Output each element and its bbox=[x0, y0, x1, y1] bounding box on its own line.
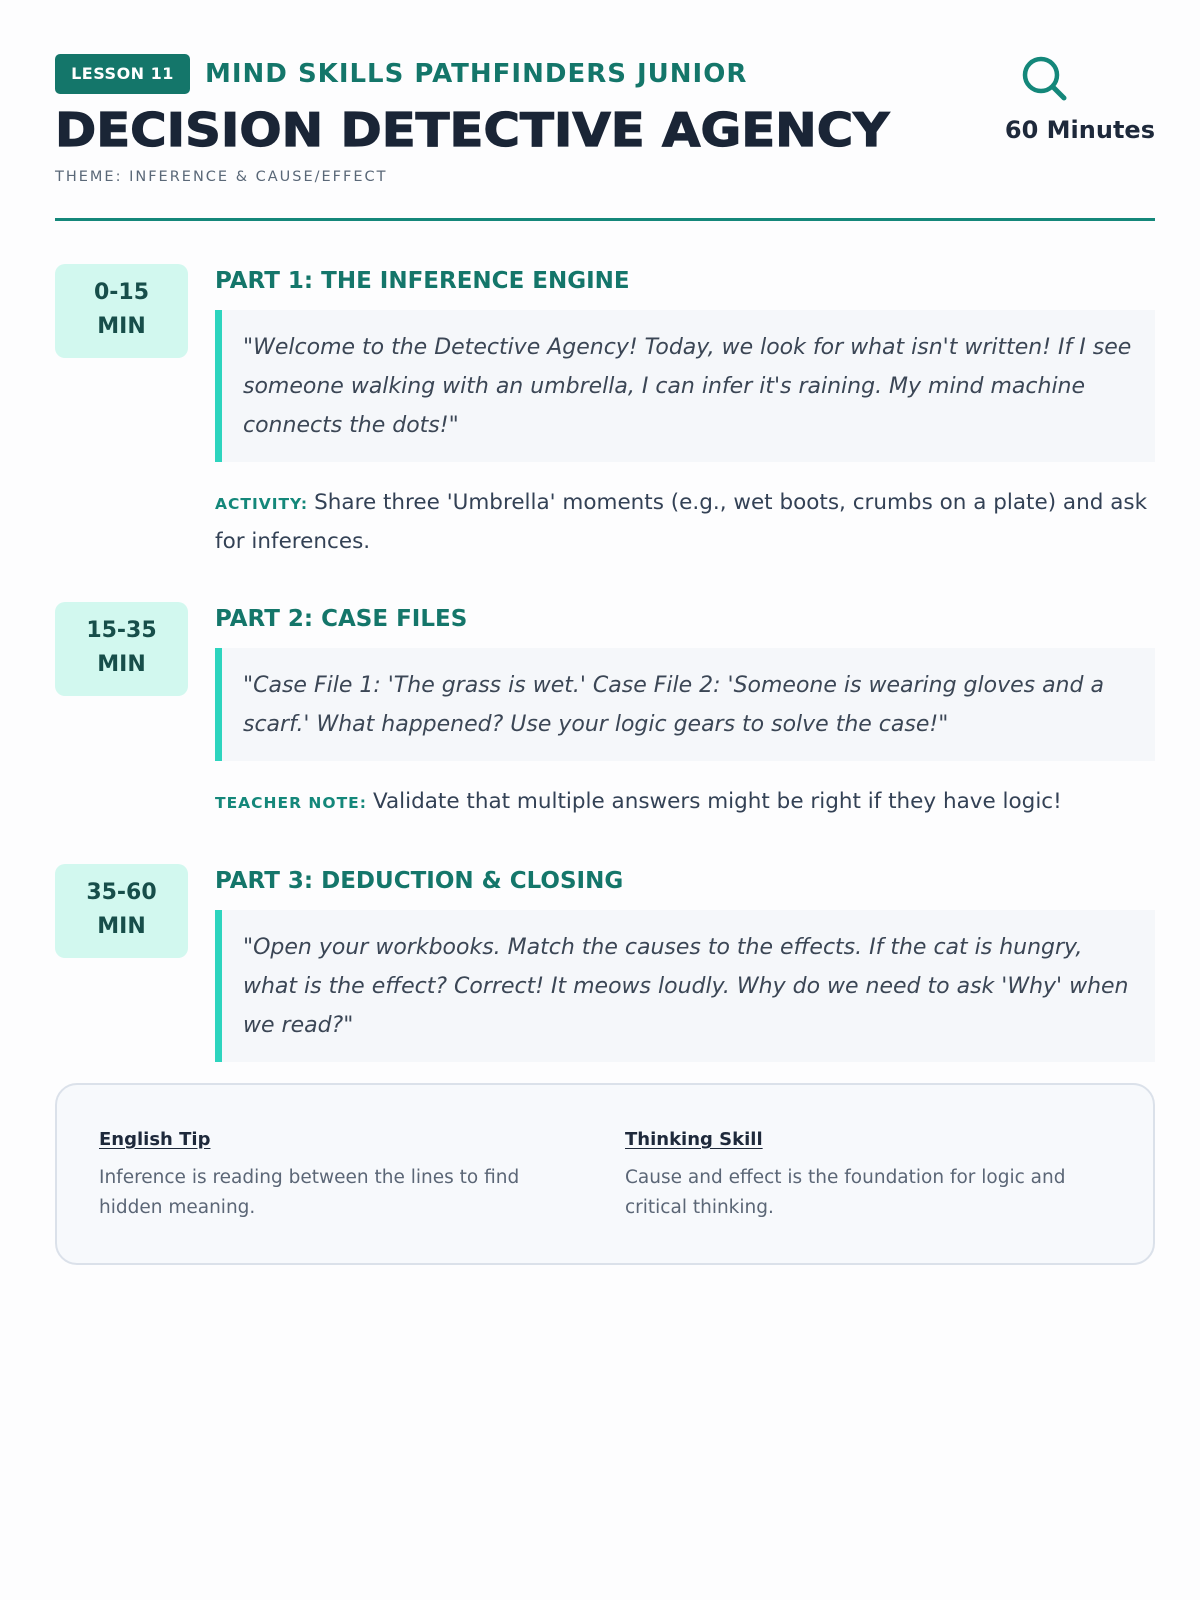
lesson-theme: THEME: INFERENCE & CAUSE/EFFECT bbox=[55, 169, 388, 185]
teacher-script-quote: "Open your workbooks. Match the causes to the effects. If the cat is hungry, what is the effect? Correct! It meows loudly. Why do we need to ask 'Why' when we read?" bbox=[215, 910, 1155, 1062]
time-range-badge bbox=[55, 602, 188, 696]
time-range: 15-35 bbox=[86, 618, 157, 643]
tip-text: Cause and effect is the foundation for logic and critical thinking. bbox=[625, 1167, 1066, 1218]
time-range: 0-15 bbox=[93, 280, 150, 305]
part-title: PART 3: DEDUCTION & CLOSING bbox=[215, 868, 624, 894]
tip-heading: Thinking Skill bbox=[625, 1129, 763, 1150]
tip-heading: English Tip bbox=[99, 1129, 211, 1150]
note-text: Validate that multiple answers might be right if they have logic! bbox=[372, 789, 1062, 814]
part-content bbox=[215, 864, 1155, 1062]
part-title: PART 2: CASE FILES bbox=[215, 606, 468, 632]
time-unit: MIN bbox=[97, 652, 146, 677]
page-title: DECISION DETECTIVE AGENCY bbox=[55, 103, 890, 157]
teacher-note bbox=[215, 783, 1155, 822]
teacher-script-quote: "Case File 1: 'The grass is wet.' Case File 2: 'Someone is wearing gloves and a scarf.' What happened? Use your logic gears to solve the case!" bbox=[215, 648, 1155, 761]
part-title: PART 1: THE INFERENCE ENGINE bbox=[215, 268, 630, 294]
note-label: ACTIVITY: bbox=[215, 495, 309, 513]
part-content bbox=[215, 602, 1155, 822]
lesson-label-row bbox=[55, 54, 747, 94]
lesson-header bbox=[55, 0, 1155, 222]
thinking-skill-tip bbox=[625, 1127, 1095, 1223]
program-name: MIND SKILLS PATHFINDERS JUNIOR bbox=[205, 59, 748, 89]
activity-note bbox=[215, 484, 1155, 561]
magnifying-glass-icon bbox=[1020, 54, 1070, 104]
time-range-badge bbox=[55, 264, 188, 358]
part-content bbox=[215, 264, 1155, 561]
note-text: Share three 'Umbrella' moments (e.g., wet boots, crumbs on a plate) and ask for inferences. bbox=[215, 490, 1148, 554]
note-label: TEACHER NOTE: bbox=[215, 794, 367, 812]
time-unit: MIN bbox=[97, 914, 146, 939]
header-divider bbox=[55, 218, 1155, 221]
teacher-script-quote: "Welcome to the Detective Agency! Today, we look for what isn't written! If I see someone walking with an umbrella, I can infer it's raining. My mind machine connects the dots!" bbox=[215, 310, 1155, 462]
time-unit: MIN bbox=[97, 314, 146, 339]
time-range-badge bbox=[55, 864, 188, 958]
lesson-duration: 60 Minutes bbox=[1004, 116, 1155, 144]
tips-box bbox=[55, 1083, 1155, 1265]
lesson-plan-page bbox=[55, 0, 1155, 1218]
english-tip bbox=[99, 1127, 569, 1223]
time-range: 35-60 bbox=[86, 880, 157, 905]
lesson-number-badge: LESSON 11 bbox=[55, 54, 190, 94]
tip-text: Inference is reading between the lines to find hidden meaning. bbox=[99, 1167, 520, 1218]
